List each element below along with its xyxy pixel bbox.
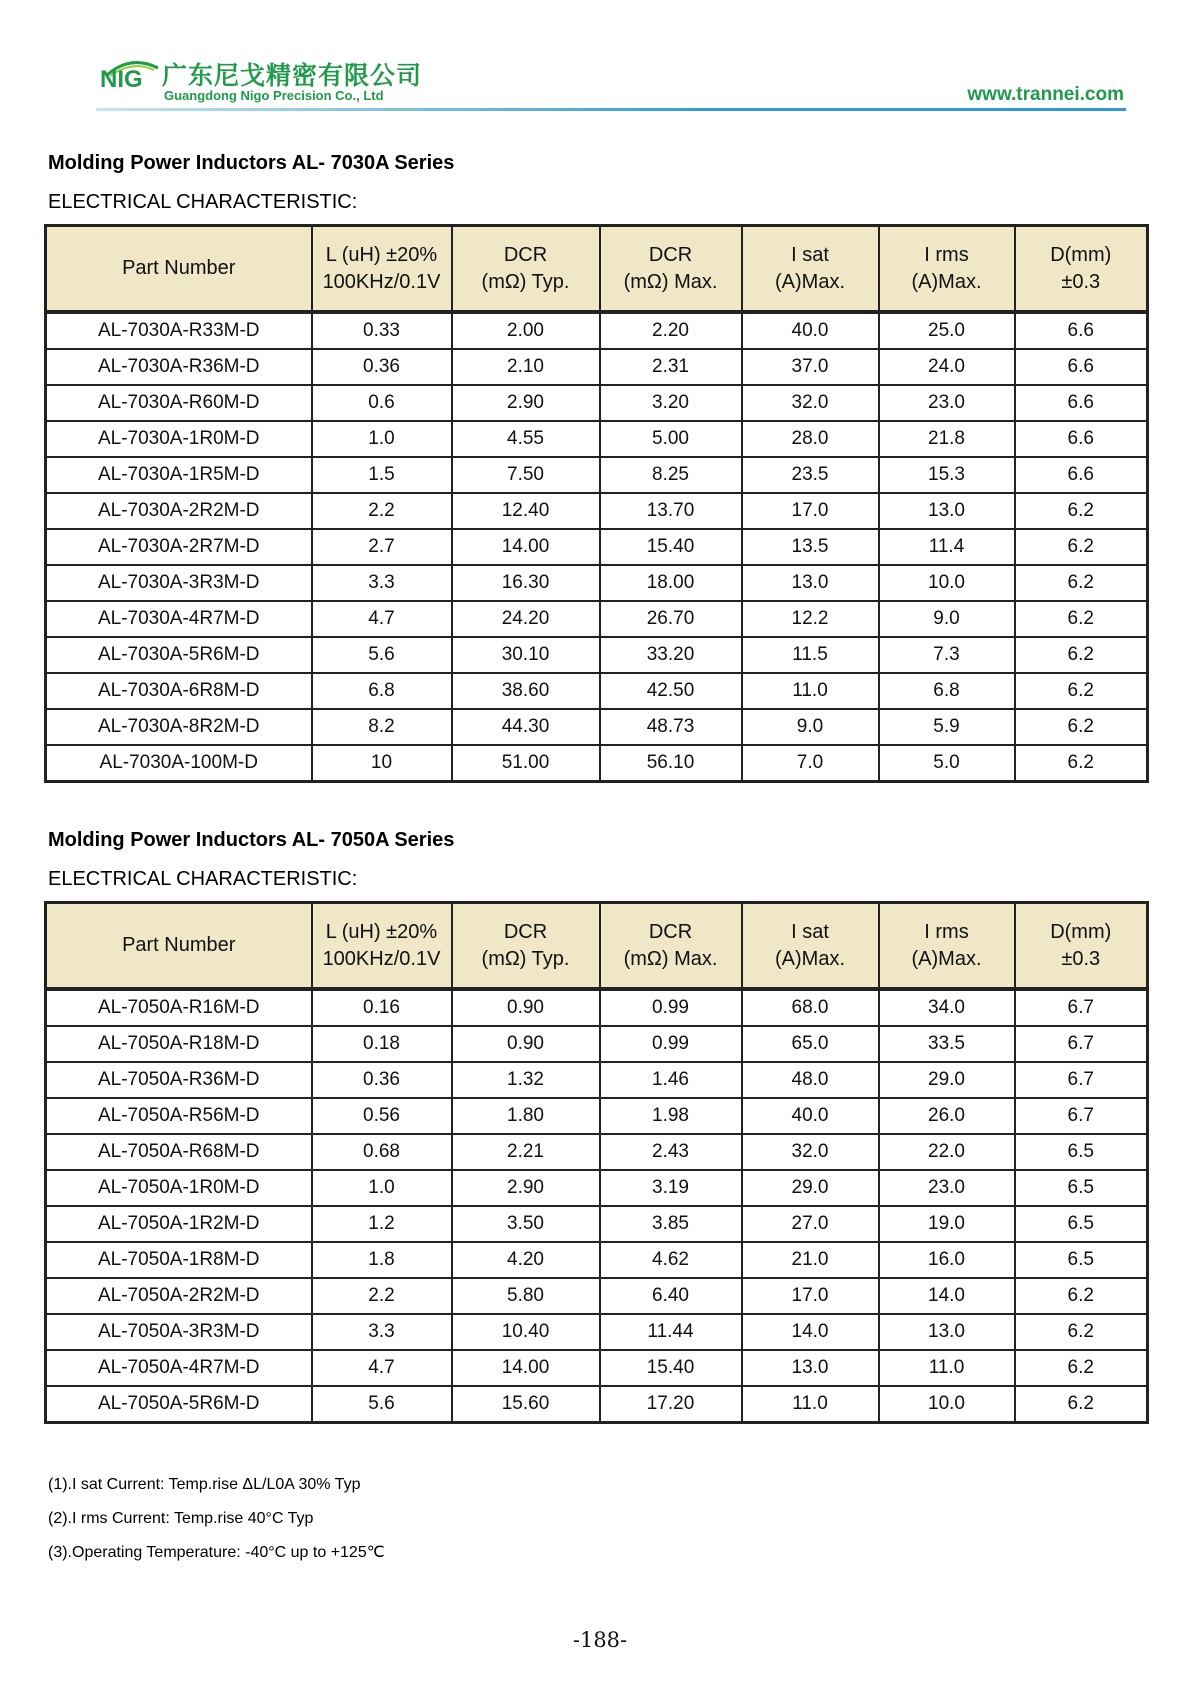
cell-inductance: 1.0 [312, 1170, 452, 1206]
cell-dcr-typ: 12.40 [452, 493, 600, 529]
col-header-dimension: D(mm) ±0.3 [1015, 903, 1148, 990]
cell-dcr-typ: 1.80 [452, 1098, 600, 1134]
cell-irms: 19.0 [879, 1206, 1015, 1242]
cell-dcr-max: 6.40 [600, 1278, 742, 1314]
cell-dcr-typ: 2.90 [452, 385, 600, 421]
cell-dcr-max: 15.40 [600, 529, 742, 565]
cell-inductance: 2.2 [312, 1278, 452, 1314]
cell-irms: 13.0 [879, 493, 1015, 529]
header-divider [96, 108, 1126, 111]
cell-dimension: 6.2 [1015, 673, 1148, 709]
cell-dcr-max: 4.62 [600, 1242, 742, 1278]
cell-dimension: 6.2 [1015, 493, 1148, 529]
cell-dcr-max: 2.20 [600, 312, 742, 349]
cell-irms: 29.0 [879, 1062, 1015, 1098]
col-header-dcr-max: DCR (mΩ) Max. [600, 903, 742, 990]
cell-isat: 11.5 [742, 637, 879, 673]
cell-isat: 13.0 [742, 1350, 879, 1386]
cell-isat: 68.0 [742, 989, 879, 1026]
cell-isat: 14.0 [742, 1314, 879, 1350]
cell-irms: 14.0 [879, 1278, 1015, 1314]
table-row [46, 421, 1148, 457]
cell-dcr-max: 3.19 [600, 1170, 742, 1206]
cell-dcr-typ: 14.00 [452, 529, 600, 565]
cell-part-number: AL-7030A-R33M-D [46, 312, 312, 349]
cell-isat: 28.0 [742, 421, 879, 457]
cell-dcr-max: 8.25 [600, 457, 742, 493]
table-header-row [46, 903, 1148, 990]
col-header-inductance: L (uH) ±20% 100KHz/0.1V [312, 903, 452, 990]
cell-irms: 9.0 [879, 601, 1015, 637]
cell-part-number: AL-7030A-6R8M-D [46, 673, 312, 709]
table-row [46, 1062, 1148, 1098]
table-body [46, 312, 1148, 782]
cell-irms: 13.0 [879, 1314, 1015, 1350]
col-header-isat: I sat (A)Max. [742, 226, 879, 313]
table-body [46, 989, 1148, 1423]
table-row [46, 349, 1148, 385]
cell-inductance: 10 [312, 745, 452, 782]
section-subtitle: ELECTRICAL CHARACTERISTIC: [48, 191, 358, 213]
table-row [46, 745, 1148, 782]
cell-dcr-max: 1.98 [600, 1098, 742, 1134]
table-row [46, 673, 1148, 709]
col-header-dcr-max: DCR (mΩ) Max. [600, 226, 742, 313]
cell-isat: 40.0 [742, 1098, 879, 1134]
cell-dimension: 6.2 [1015, 1386, 1148, 1423]
cell-inductance: 0.6 [312, 385, 452, 421]
col-header-irms: I rms (A)Max. [879, 226, 1015, 313]
cell-inductance: 1.8 [312, 1242, 452, 1278]
table-row [46, 1026, 1148, 1062]
cell-dcr-typ: 15.60 [452, 1386, 600, 1423]
cell-dcr-max: 2.31 [600, 349, 742, 385]
cell-irms: 10.0 [879, 1386, 1015, 1423]
cell-inductance: 4.7 [312, 601, 452, 637]
page-number: -188- [572, 1628, 628, 1652]
cell-dcr-typ: 51.00 [452, 745, 600, 782]
cell-inductance: 3.3 [312, 565, 452, 601]
table-row [46, 1314, 1148, 1350]
cell-part-number: AL-7030A-1R0M-D [46, 421, 312, 457]
section-title: Molding Power Inductors AL- 7050A Series [48, 829, 455, 851]
cell-isat: 17.0 [742, 493, 879, 529]
cell-isat: 65.0 [742, 1026, 879, 1062]
col-header-dcr-typ: DCR (mΩ) Typ. [452, 903, 600, 990]
cell-dimension: 6.2 [1015, 529, 1148, 565]
cell-inductance: 0.56 [312, 1098, 452, 1134]
cell-dimension: 6.7 [1015, 989, 1148, 1026]
table-header-row [46, 226, 1148, 313]
cell-dcr-typ: 38.60 [452, 673, 600, 709]
cell-inductance: 0.33 [312, 312, 452, 349]
cell-isat: 9.0 [742, 709, 879, 745]
cell-part-number: AL-7030A-4R7M-D [46, 601, 312, 637]
cell-inductance: 0.18 [312, 1026, 452, 1062]
cell-dimension: 6.2 [1015, 1350, 1148, 1386]
cell-dimension: 6.5 [1015, 1206, 1148, 1242]
table-row [46, 1206, 1148, 1242]
footnote: (2).I rms Current: Temp.rise 40°C Typ [48, 1510, 314, 1527]
cell-inductance: 2.2 [312, 493, 452, 529]
cell-dcr-typ: 2.90 [452, 1170, 600, 1206]
table-row [46, 709, 1148, 745]
cell-isat: 7.0 [742, 745, 879, 782]
cell-part-number: AL-7050A-1R2M-D [46, 1206, 312, 1242]
cell-irms: 15.3 [879, 457, 1015, 493]
cell-inductance: 6.8 [312, 673, 452, 709]
cell-inductance: 1.2 [312, 1206, 452, 1242]
cell-irms: 21.8 [879, 421, 1015, 457]
website-link[interactable]: www.trannei.com [967, 84, 1124, 105]
cell-part-number: AL-7030A-2R7M-D [46, 529, 312, 565]
cell-irms: 11.0 [879, 1350, 1015, 1386]
cell-isat: 48.0 [742, 1062, 879, 1098]
table-row [46, 637, 1148, 673]
cell-dcr-max: 11.44 [600, 1314, 742, 1350]
cell-dimension: 6.7 [1015, 1098, 1148, 1134]
cell-dcr-typ: 5.80 [452, 1278, 600, 1314]
company-name-cn: 广东尼戈精密有限公司 [162, 61, 423, 90]
cell-irms: 7.3 [879, 637, 1015, 673]
table-row [46, 565, 1148, 601]
col-header-dcr-typ: DCR (mΩ) Typ. [452, 226, 600, 313]
cell-dimension: 6.5 [1015, 1242, 1148, 1278]
col-header-inductance: L (uH) ±20% 100KHz/0.1V [312, 226, 452, 313]
cell-irms: 26.0 [879, 1098, 1015, 1134]
table-row [46, 385, 1148, 421]
cell-irms: 5.0 [879, 745, 1015, 782]
cell-dimension: 6.2 [1015, 565, 1148, 601]
cell-dimension: 6.6 [1015, 385, 1148, 421]
col-header-irms: I rms (A)Max. [879, 903, 1015, 990]
cell-irms: 23.0 [879, 385, 1015, 421]
col-header-dimension: D(mm) ±0.3 [1015, 226, 1148, 313]
cell-part-number: AL-7050A-1R8M-D [46, 1242, 312, 1278]
cell-inductance: 2.7 [312, 529, 452, 565]
cell-dcr-typ: 7.50 [452, 457, 600, 493]
cell-dcr-typ: 3.50 [452, 1206, 600, 1242]
table-row [46, 312, 1148, 349]
cell-part-number: AL-7050A-R56M-D [46, 1098, 312, 1134]
cell-isat: 27.0 [742, 1206, 879, 1242]
cell-inductance: 0.68 [312, 1134, 452, 1170]
cell-isat: 32.0 [742, 1134, 879, 1170]
cell-inductance: 0.36 [312, 1062, 452, 1098]
cell-dimension: 6.2 [1015, 601, 1148, 637]
cell-dcr-max: 48.73 [600, 709, 742, 745]
cell-dimension: 6.2 [1015, 1314, 1148, 1350]
cell-dcr-max: 33.20 [600, 637, 742, 673]
cell-dimension: 6.6 [1015, 312, 1148, 349]
col-header-part-number: Part Number [46, 226, 312, 313]
cell-irms: 6.8 [879, 673, 1015, 709]
cell-part-number: AL-7050A-3R3M-D [46, 1314, 312, 1350]
cell-irms: 11.4 [879, 529, 1015, 565]
cell-dcr-max: 3.85 [600, 1206, 742, 1242]
table-row [46, 1098, 1148, 1134]
cell-dimension: 6.2 [1015, 1278, 1148, 1314]
cell-inductance: 4.7 [312, 1350, 452, 1386]
table-row [46, 1170, 1148, 1206]
logo-mark: NIG [100, 66, 143, 93]
cell-dcr-typ: 16.30 [452, 565, 600, 601]
cell-dimension: 6.5 [1015, 1134, 1148, 1170]
cell-inductance: 1.0 [312, 421, 452, 457]
cell-irms: 24.0 [879, 349, 1015, 385]
cell-dcr-max: 15.40 [600, 1350, 742, 1386]
cell-isat: 29.0 [742, 1170, 879, 1206]
cell-irms: 22.0 [879, 1134, 1015, 1170]
cell-part-number: AL-7030A-R60M-D [46, 385, 312, 421]
cell-isat: 11.0 [742, 673, 879, 709]
cell-isat: 21.0 [742, 1242, 879, 1278]
table-row [46, 1242, 1148, 1278]
cell-part-number: AL-7030A-R36M-D [46, 349, 312, 385]
cell-dimension: 6.7 [1015, 1026, 1148, 1062]
section-subtitle: ELECTRICAL CHARACTERISTIC: [48, 868, 358, 890]
cell-part-number: AL-7050A-R16M-D [46, 989, 312, 1026]
spec-table-7030a [44, 224, 1149, 783]
cell-isat: 37.0 [742, 349, 879, 385]
cell-dcr-typ: 0.90 [452, 989, 600, 1026]
cell-isat: 13.0 [742, 565, 879, 601]
table-row [46, 493, 1148, 529]
cell-part-number: AL-7030A-8R2M-D [46, 709, 312, 745]
cell-part-number: AL-7050A-4R7M-D [46, 1350, 312, 1386]
footnotes [48, 1468, 385, 1570]
cell-dimension: 6.6 [1015, 421, 1148, 457]
cell-inductance: 5.6 [312, 637, 452, 673]
cell-part-number: AL-7030A-2R2M-D [46, 493, 312, 529]
cell-inductance: 0.36 [312, 349, 452, 385]
cell-irms: 16.0 [879, 1242, 1015, 1278]
cell-dimension: 6.6 [1015, 349, 1148, 385]
cell-dimension: 6.2 [1015, 637, 1148, 673]
table-row [46, 529, 1148, 565]
cell-irms: 23.0 [879, 1170, 1015, 1206]
cell-part-number: AL-7030A-5R6M-D [46, 637, 312, 673]
cell-dcr-typ: 4.20 [452, 1242, 600, 1278]
page-header [0, 0, 1200, 120]
cell-dimension: 6.6 [1015, 457, 1148, 493]
cell-dcr-max: 18.00 [600, 565, 742, 601]
cell-part-number: AL-7050A-R18M-D [46, 1026, 312, 1062]
cell-dcr-max: 1.46 [600, 1062, 742, 1098]
cell-isat: 13.5 [742, 529, 879, 565]
table-row [46, 1386, 1148, 1423]
table-row [46, 989, 1148, 1026]
cell-isat: 23.5 [742, 457, 879, 493]
cell-inductance: 3.3 [312, 1314, 452, 1350]
cell-dcr-typ: 2.21 [452, 1134, 600, 1170]
cell-dcr-max: 26.70 [600, 601, 742, 637]
cell-part-number: AL-7050A-R36M-D [46, 1062, 312, 1098]
cell-part-number: AL-7050A-R68M-D [46, 1134, 312, 1170]
cell-dcr-typ: 24.20 [452, 601, 600, 637]
cell-part-number: AL-7050A-2R2M-D [46, 1278, 312, 1314]
cell-dcr-typ: 1.32 [452, 1062, 600, 1098]
cell-part-number: AL-7030A-3R3M-D [46, 565, 312, 601]
cell-part-number: AL-7050A-5R6M-D [46, 1386, 312, 1423]
cell-irms: 25.0 [879, 312, 1015, 349]
cell-irms: 34.0 [879, 989, 1015, 1026]
cell-irms: 5.9 [879, 709, 1015, 745]
cell-dcr-typ: 14.00 [452, 1350, 600, 1386]
cell-dcr-max: 2.43 [600, 1134, 742, 1170]
cell-dcr-typ: 0.90 [452, 1026, 600, 1062]
table-row [46, 1134, 1148, 1170]
cell-dcr-typ: 10.40 [452, 1314, 600, 1350]
section-title: Molding Power Inductors AL- 7030A Series [48, 152, 455, 174]
spec-table-7050a [44, 901, 1149, 1424]
cell-dcr-max: 3.20 [600, 385, 742, 421]
cell-dcr-typ: 2.10 [452, 349, 600, 385]
table-row [46, 601, 1148, 637]
cell-dimension: 6.7 [1015, 1062, 1148, 1098]
cell-inductance: 1.5 [312, 457, 452, 493]
table-row [46, 1350, 1148, 1386]
cell-dcr-max: 0.99 [600, 1026, 742, 1062]
cell-isat: 12.2 [742, 601, 879, 637]
cell-dcr-max: 13.70 [600, 493, 742, 529]
cell-part-number: AL-7050A-1R0M-D [46, 1170, 312, 1206]
cell-part-number: AL-7030A-1R5M-D [46, 457, 312, 493]
cell-isat: 40.0 [742, 312, 879, 349]
cell-isat: 17.0 [742, 1278, 879, 1314]
table-row [46, 1278, 1148, 1314]
cell-dcr-typ: 44.30 [452, 709, 600, 745]
table-row [46, 457, 1148, 493]
cell-dimension: 6.2 [1015, 709, 1148, 745]
cell-inductance: 8.2 [312, 709, 452, 745]
footnote: (1).I sat Current: Temp.rise ΔL/L0A 30% Typ [48, 1476, 361, 1493]
cell-dimension: 6.5 [1015, 1170, 1148, 1206]
cell-inductance: 0.16 [312, 989, 452, 1026]
company-logo [100, 52, 530, 112]
cell-dcr-max: 5.00 [600, 421, 742, 457]
col-header-isat: I sat (A)Max. [742, 903, 879, 990]
cell-dcr-max: 56.10 [600, 745, 742, 782]
cell-dcr-max: 42.50 [600, 673, 742, 709]
cell-dimension: 6.2 [1015, 745, 1148, 782]
cell-dcr-typ: 30.10 [452, 637, 600, 673]
cell-dcr-max: 17.20 [600, 1386, 742, 1423]
cell-dcr-typ: 4.55 [452, 421, 600, 457]
cell-dcr-typ: 2.00 [452, 312, 600, 349]
cell-dcr-max: 0.99 [600, 989, 742, 1026]
cell-irms: 10.0 [879, 565, 1015, 601]
cell-part-number: AL-7030A-100M-D [46, 745, 312, 782]
cell-irms: 33.5 [879, 1026, 1015, 1062]
cell-isat: 11.0 [742, 1386, 879, 1423]
col-header-part-number: Part Number [46, 903, 312, 990]
company-name-en: Guangdong Nigo Precision Co., Ltd [164, 88, 384, 103]
cell-inductance: 5.6 [312, 1386, 452, 1423]
footnote: (3).Operating Temperature: -40°C up to +125℃ [48, 1544, 385, 1561]
cell-isat: 32.0 [742, 385, 879, 421]
